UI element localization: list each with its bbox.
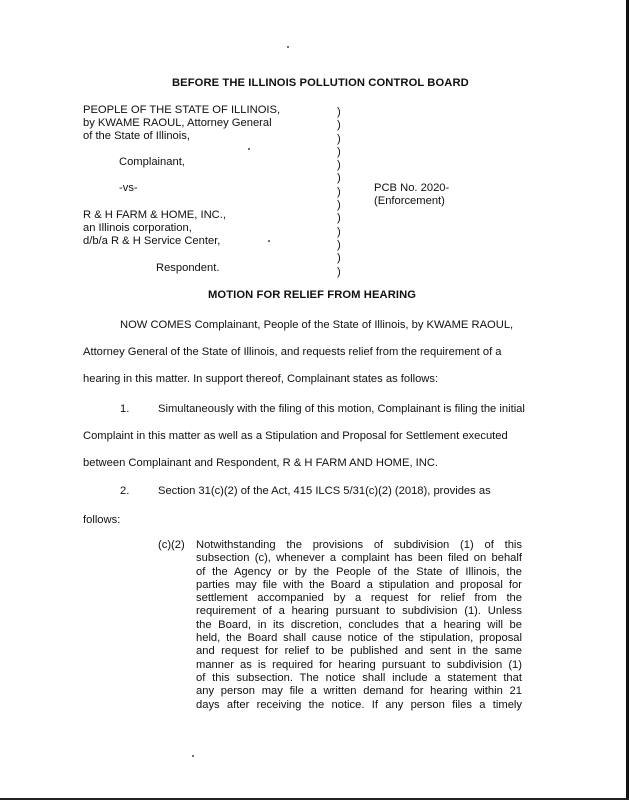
scan-speck xyxy=(192,755,194,757)
para1-number: 1. xyxy=(120,403,130,415)
court-heading: BEFORE THE ILLINOIS POLLUTION CONTROL BOARD xyxy=(172,77,469,89)
quote-first-line xyxy=(158,539,522,552)
paren: ) xyxy=(337,238,341,251)
para2-line-2: follows: xyxy=(83,514,121,526)
paren: ) xyxy=(337,265,341,278)
para2-number: 2. xyxy=(120,485,130,497)
intro-line-3: hearing in this matter. In support thereof, Complainant states as follows: xyxy=(83,373,439,385)
plaintiff-line-3: of the State of Illinois, xyxy=(83,130,190,142)
quote-line: Notwithstanding the provisions of subdivision (1) of this xyxy=(196,539,522,551)
para2-line-1: Section 31(c)(2) of the Act, 415 ILCS 5/31(c)(2) (2018), provides as xyxy=(158,485,491,497)
scan-speck xyxy=(287,46,289,48)
quote-line: requirement of a hearing pursuant to subdivision (1). Unless xyxy=(196,605,522,618)
quote-line: settlement accompanied by a request for relief from the xyxy=(196,592,522,605)
quote-line: manner as is required for hearing pursuant to subdivision (1) xyxy=(196,658,522,671)
quote-line: of the Agency or by the People of the State of Illinois, the xyxy=(196,565,522,578)
para1-line-3: between Complainant and Respondent, R & H FARM AND HOME, INC. xyxy=(83,457,439,469)
scan-speck xyxy=(268,240,270,242)
defendant-line-1: R & H FARM & HOME, INC., xyxy=(83,209,226,221)
para1-line-1: Simultaneously with the filing of this motion, Complainant is filing the initial xyxy=(158,403,525,415)
paren: ) xyxy=(337,159,341,172)
complainant-label: Complainant, xyxy=(119,156,185,168)
paren: ) xyxy=(337,132,341,145)
plaintiff-line-2: by KWAME RAOUL, Attorney General xyxy=(83,117,272,129)
intro-line-2: Attorney General of the State of Illinois, and requests relief from the requirement of a xyxy=(83,346,502,358)
quote-line: of this subsection. The notice shall include a statement that xyxy=(196,671,522,684)
paren: ) xyxy=(337,252,341,265)
case-number: PCB No. 2020- xyxy=(374,182,450,194)
quote-label: (c)(2) xyxy=(158,539,185,551)
paren: ) xyxy=(337,172,341,185)
quote-line: held, the Board shall cause notice of the stipulation, proposal xyxy=(196,632,522,645)
para1-line-2: Complaint in this matter as well as a Stipulation and Proposal for Settlement executed xyxy=(83,430,508,442)
respondent-label: Respondent. xyxy=(156,262,220,274)
quote-line: parties may file with the Board a stipulation and proposal for xyxy=(196,578,522,591)
paren: ) xyxy=(337,185,341,198)
defendant-line-3: d/b/a R & H Service Center, xyxy=(83,235,221,247)
quote-line: any person may file a written demand for hearing within 21 xyxy=(196,685,522,698)
paren: ) xyxy=(337,225,341,238)
caption-parens xyxy=(337,106,345,279)
defendant-line-2: an Illinois corporation, xyxy=(83,222,192,234)
intro-line-1: NOW COMES Complainant, People of the State of Illinois, by KWAME RAOUL, xyxy=(120,319,514,331)
paren: ) xyxy=(337,145,341,158)
versus-label: -vs- xyxy=(119,182,138,194)
quote-line: the Board, in its discretion, concludes that a hearing will be xyxy=(196,618,522,631)
scan-speck xyxy=(248,148,250,150)
case-type: (Enforcement) xyxy=(374,195,445,207)
quote-line: days after receiving the notice. If any person files a timely xyxy=(196,698,522,711)
paren: ) xyxy=(337,212,341,225)
statute-quote xyxy=(158,539,522,712)
plaintiff-line-1: PEOPLE OF THE STATE OF ILLINOIS, xyxy=(83,104,281,116)
paren: ) xyxy=(337,106,341,118)
quote-line: subsection (c), whenever a complaint has been filed on behalf xyxy=(196,552,522,565)
quote-line: and request for relief to be published and sent in the same xyxy=(196,645,522,658)
paren: ) xyxy=(337,199,341,212)
motion-title: MOTION FOR RELIEF FROM HEARING xyxy=(208,289,417,301)
paren: ) xyxy=(337,119,341,132)
